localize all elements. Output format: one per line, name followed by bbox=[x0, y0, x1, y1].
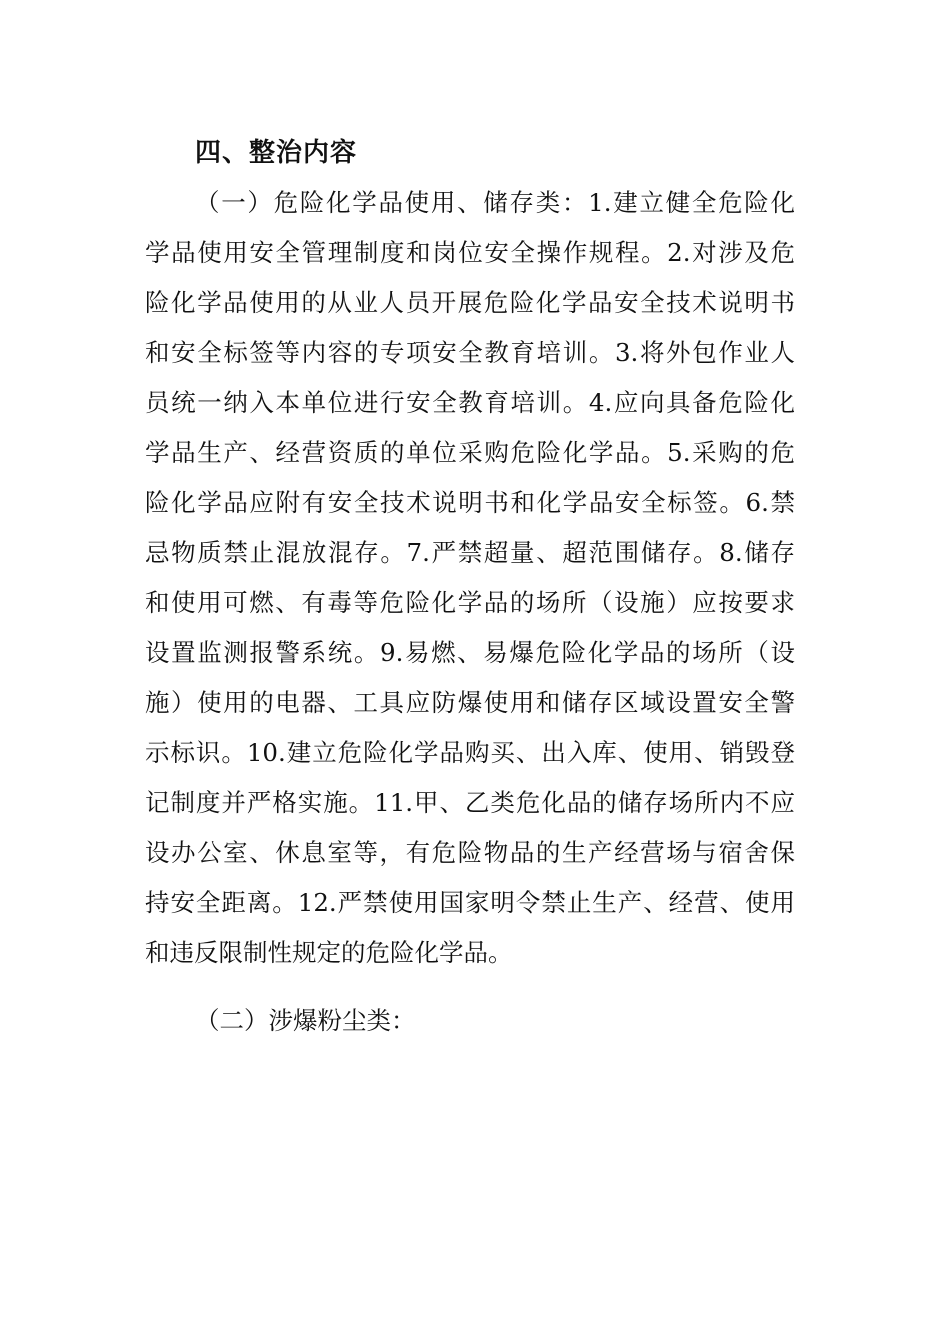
paragraph-line: 记制度并严格实施。11.甲、乙类危化品的储存场所内不应 bbox=[145, 788, 795, 817]
paragraph-line: 和使用可燃、有毒等危险化学品的场所（设施）应按要求 bbox=[145, 588, 795, 617]
subsection-heading: （二）涉爆粉尘类： bbox=[195, 1006, 416, 1035]
paragraph-line: 和违反限制性规定的危险化学品。 bbox=[145, 938, 513, 967]
paragraph-line: 设办公室、休息室等，有危险物品的生产经营场与宿舍保 bbox=[145, 838, 795, 867]
paragraph-hazardous-chemicals bbox=[145, 178, 795, 978]
paragraph-line: 示标识。10.建立危险化学品购买、出入库、使用、销毁登 bbox=[145, 738, 795, 767]
paragraph-line: 施）使用的电器、工具应防爆使用和储存区域设置安全警 bbox=[145, 688, 795, 717]
document-body bbox=[145, 128, 795, 1046]
paragraph-line: 学品生产、经营资质的单位采购危险化学品。5.采购的危 bbox=[145, 438, 795, 467]
paragraph-line: 持安全距离。12.严禁使用国家明令禁止生产、经营、使用 bbox=[145, 888, 795, 917]
paragraph-line: （一）危险化学品使用、储存类：1.建立健全危险化 bbox=[195, 188, 795, 217]
paragraph-line: 险化学品应附有安全技术说明书和化学品安全标签。6.禁 bbox=[145, 488, 795, 517]
paragraph-line: 和安全标签等内容的专项安全教育培训。3.将外包作业人 bbox=[145, 338, 795, 367]
paragraph-line: 忌物质禁止混放混存。7.严禁超量、超范围储存。8.储存 bbox=[145, 538, 795, 567]
section-heading: 四、整治内容 bbox=[195, 138, 358, 168]
paragraph-line: 学品使用安全管理制度和岗位安全操作规程。2.对涉及危 bbox=[145, 238, 795, 267]
paragraph-line: 员统一纳入本单位进行安全教育培训。4.应向具备危险化 bbox=[145, 388, 795, 417]
paragraph-line: 设置监测报警系统。9.易燃、易爆危险化学品的场所（设 bbox=[145, 638, 795, 667]
paragraph-line: 险化学品使用的从业人员开展危险化学品安全技术说明书 bbox=[145, 288, 795, 317]
